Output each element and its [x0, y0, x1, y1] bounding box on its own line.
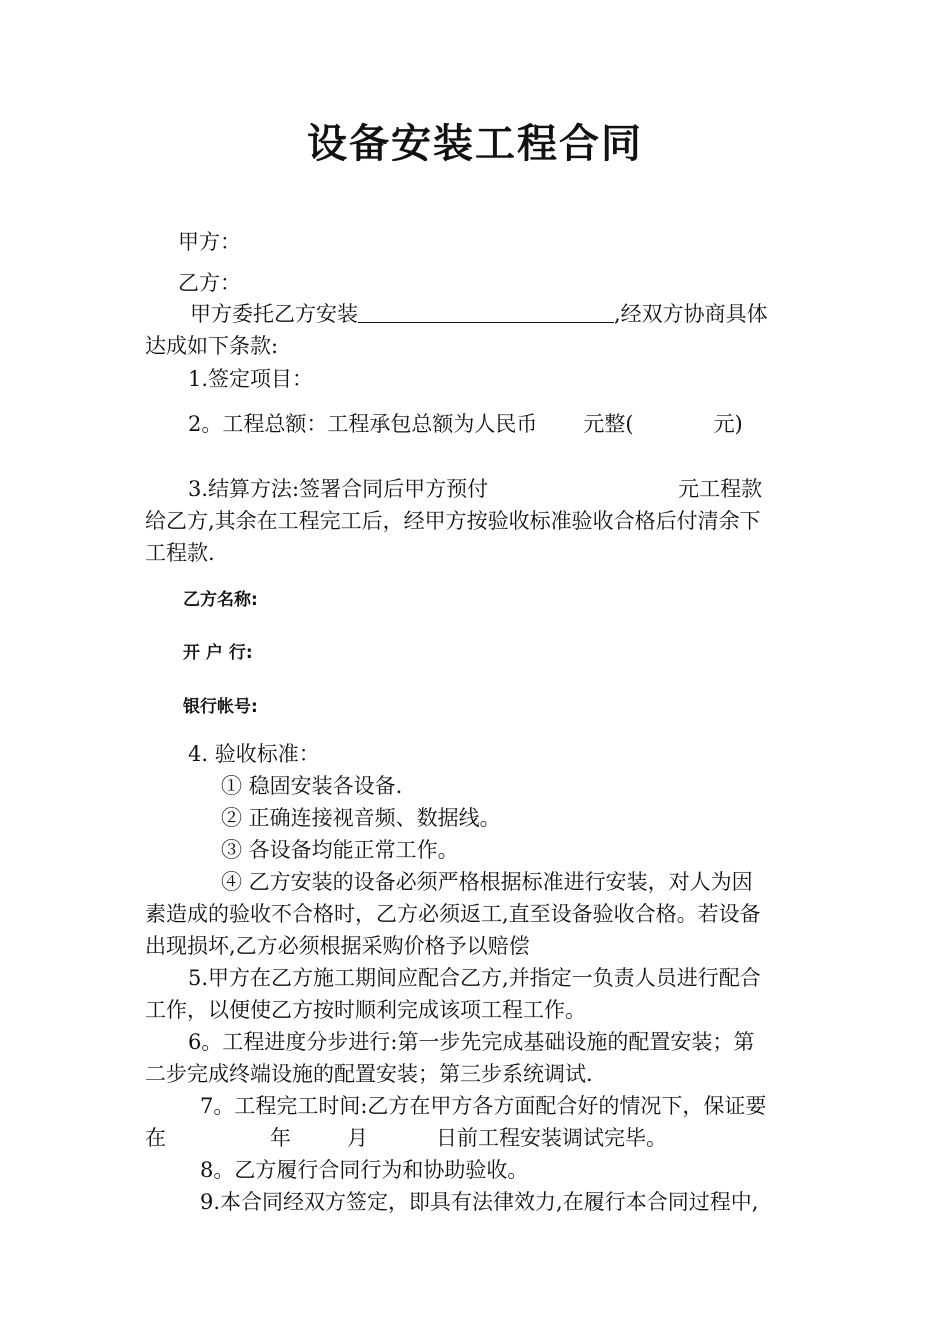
clause-7-at: 在	[145, 1126, 166, 1150]
clause-3	[188, 474, 762, 504]
clause-4-item-4-line3: 出现损坏,乙方必须根据采购价格予以赔偿	[145, 934, 530, 958]
clause-4-item-4: ④ 乙方安装的设备必须严格根据标准进行安装，对人为因	[221, 870, 753, 894]
clause-2-unit1: 元整(	[583, 412, 634, 436]
clause-9: 9.本合同经双方签定，即具有法律效力,在履行本合同过程中,	[200, 1190, 759, 1214]
clause-4-item-1: ① 稳固安装各设备.	[221, 774, 403, 798]
clause-1: 1.签定项目：	[188, 367, 314, 391]
clause-3-text: 3.结算方法:签署合同后甲方预付	[188, 477, 489, 501]
clause-3-line3: 工程款.	[145, 541, 215, 565]
clause-5-line1: 5.甲方在乙方施工期间应配合乙方,并指定一负责人员进行配合	[188, 966, 761, 990]
bank-label: 开 户 行:	[183, 643, 253, 663]
clause-4-item-2: ② 正确连接视音频、数据线。	[221, 806, 501, 830]
payee-name-label: 乙方名称:	[183, 590, 258, 610]
party-b-label: 乙方：	[178, 271, 241, 295]
intro-line2: 达成如下条款:	[145, 334, 279, 358]
intro-after: ,经双方协商具体	[614, 302, 768, 326]
clause-7-line2	[145, 1123, 667, 1153]
intro-before: 甲方委托乙方安装	[190, 302, 358, 326]
party-a-label: 甲方：	[178, 230, 241, 254]
clause-4-item-3: ③ 各设备均能正常工作。	[221, 838, 459, 862]
clause-2	[188, 409, 743, 439]
clause-6-line1: 6。工程进度分步进行:第一步先完成基础设施的配置安装；第	[188, 1030, 755, 1054]
clause-7-line1: 7。工程完工时间:乙方在甲方各方面配合好的情况下，保证要	[200, 1094, 767, 1118]
clause-4-item-4-line2: 素造成的验收不合格时，乙方必须返工,直至设备验收合格。若设备	[145, 902, 761, 926]
clause-7-year: 年	[270, 1126, 291, 1150]
clause-4-heading: 4. 验收标准：	[188, 742, 320, 766]
account-label: 银行帐号:	[183, 697, 258, 717]
clause-2-text: 2。工程总额：工程承包总额为人民币	[188, 412, 538, 436]
clause-7-month: 月	[347, 1126, 368, 1150]
clause-7-day: 日前工程安装调试完毕。	[436, 1126, 667, 1150]
document-title: 设备安装工程合同	[307, 121, 643, 167]
clause-3-unit: 元工程款	[678, 477, 763, 501]
install-item-blank	[358, 300, 614, 323]
clause-5-line2: 工作，以便使乙方按时顺利完成该项工程工作。	[145, 998, 586, 1022]
clause-6-line2: 二步完成终端设施的配置安装；第三步系统调试.	[145, 1062, 593, 1086]
intro-line	[190, 299, 768, 329]
clause-3-line2: 给乙方,其余在工程完工后，经甲方按验收标准验收合格后付清余下	[145, 509, 761, 533]
clause-8: 8。乙方履行合同行为和协助验收。	[200, 1158, 529, 1182]
clause-2-unit2: 元)	[713, 412, 743, 436]
